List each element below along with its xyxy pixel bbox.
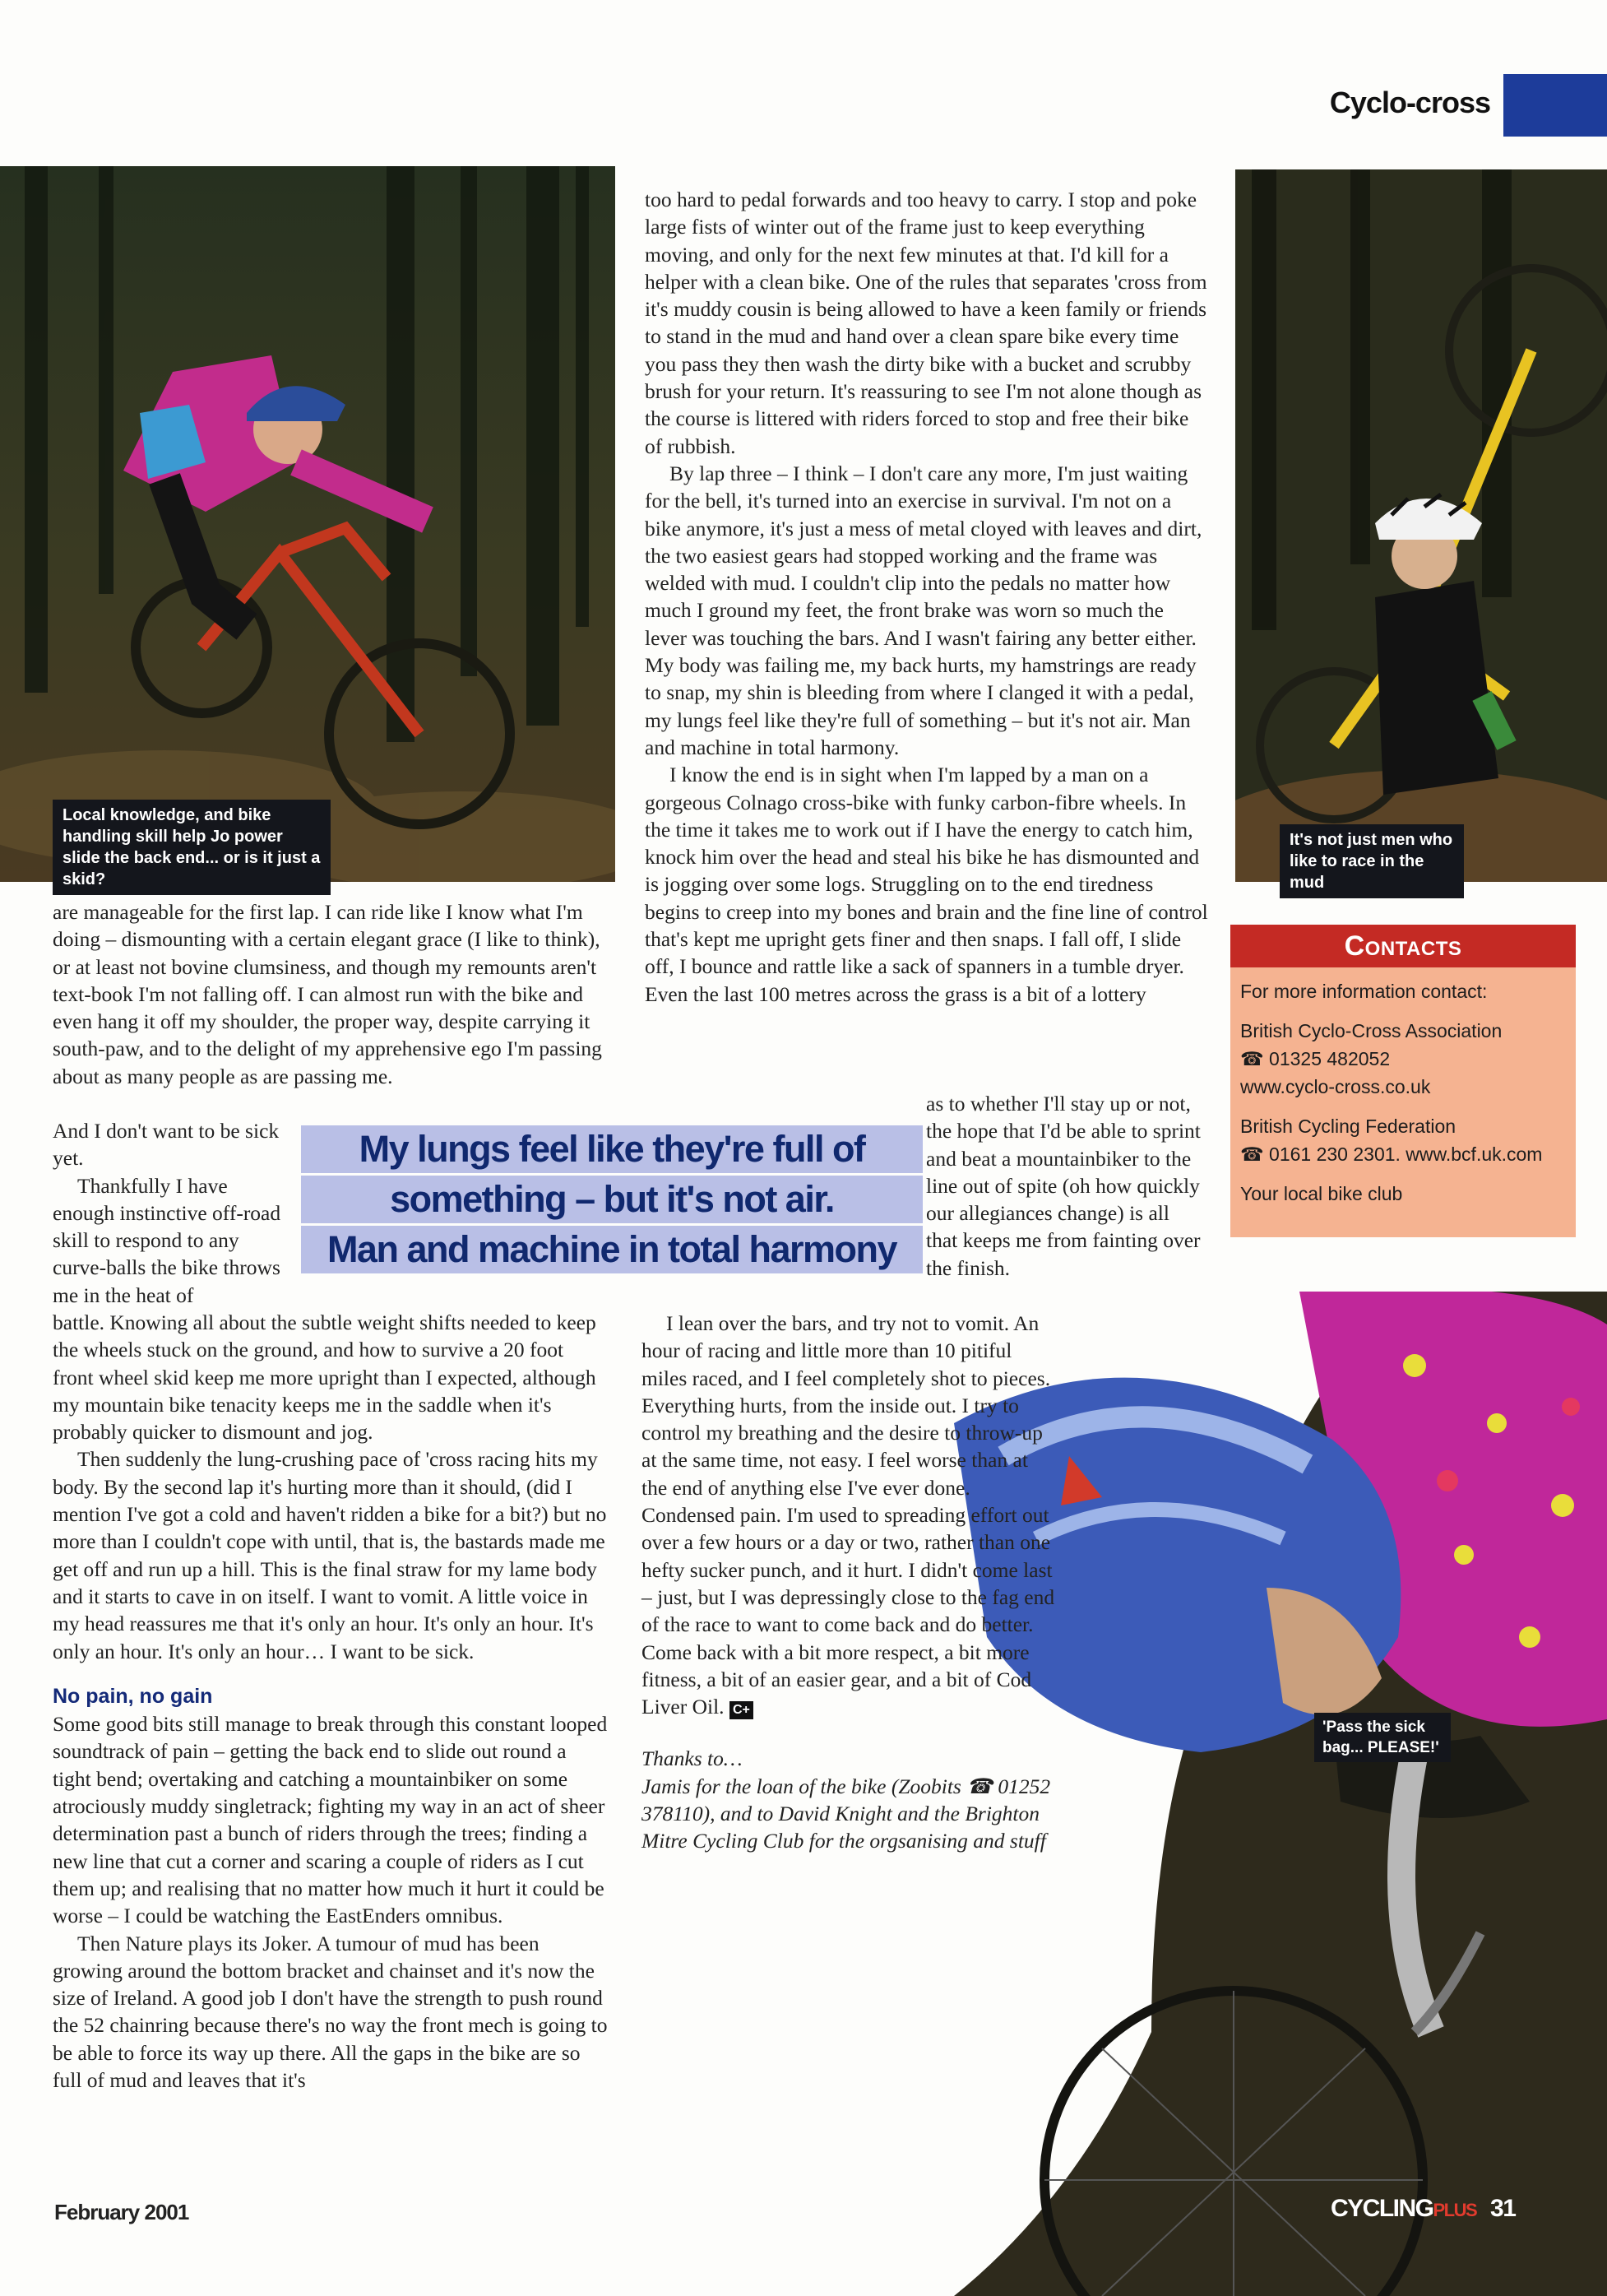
article-paragraph: battle. Knowing all about the subtle weight shifts needed to keep the wheels stuck on the ground, and how to survive a 20 foot front wheel skid keep me more upright than I expected, although my mountain bike tenacity keeps me in the saddle when it's probably quicker to dismount and jog. xyxy=(53,1310,596,1445)
article-column-2-top xyxy=(645,186,1209,1008)
issue-date: February 2001 xyxy=(54,2200,189,2224)
contact-phone: ☎ 01325 482052 xyxy=(1240,1048,1391,1069)
contacts-intro: For more information contact: xyxy=(1240,981,1488,1002)
article-paragraph: too hard to pedal forwards and too heavy to carry. I stop and poke large fists of winter out of the frame just to keep everything moving, and only for the next few minutes at that. I'd kill for a helper with a clean bike. One of the rules that separates 'cross from it's muddy cousin is being allowed to have a keen family or friends to stand in the mud and hand over a clean spare bike every time you pass they then wash the dirty bike with a bucket and scrubby brush for your return. It's reassuring to see I'm not alone though as the course is littered with riders forced to stop and free their bike of rubbish. xyxy=(645,188,1207,458)
article-paragraph: Then Nature plays its Joker. A tumour of mud has been growing around the bottom bracket and chainset and it's now the size of Ireland. A good job I don't have the strength to push round the 52 chainring because there's no way the front mech is going to be able to force its way up there. All the gaps in the bike are so full of mud and leaves that it's xyxy=(53,1931,608,2093)
contact-entry xyxy=(1240,1180,1566,1208)
article-paragraph: are manageable for the first lap. I can ride like I know what I'm doing – dismounting with a certain elegant grace (I like to think), or at least not bovine clumsiness, and though my remounts aren't text-book I'm not falling off. I can almost run with the bike and even hang it off my shoulder, the proper way, despite carrying it south-paw, and to the delight of my apprehensive ego I'm passing about as many people as are passing me. xyxy=(53,900,602,1088)
article-paragraph: Thankfully I have enough instinctive off-road skill to respond to any curve-balls the bike throws me in the heat of xyxy=(53,1173,281,1307)
contact-name: British Cyclo-Cross Association xyxy=(1240,1020,1503,1041)
photo-caption-1: Local knowledge, and bike handling skill help Jo power slide the back end... or is it just a skid? xyxy=(53,800,331,895)
pull-quote-line: Man and machine in total harmony xyxy=(301,1226,923,1273)
article-column-1-bottom xyxy=(53,1309,609,2094)
article-column-2-bottom xyxy=(641,1310,1058,1855)
photo-caption-3: 'Pass the sick bag... PLEASE!' xyxy=(1314,1713,1451,1762)
magazine-logo xyxy=(1331,2195,1515,2223)
end-mark-icon: C+ xyxy=(729,1701,753,1719)
contact-name: Your local bike club xyxy=(1240,1183,1403,1204)
contacts-header xyxy=(1230,925,1576,967)
magazine-suffix: PLUS xyxy=(1433,2200,1477,2220)
article-paragraph: By lap three – I think – I don't care any more, I'm just waiting for the bell, it's turned into an exercise in survival. I'm not on a bike anymore, it's just a mess of metal cloyed with leaves and dirt, the two easiest gears had stopped working and the frame was welded with mud. I couldn't clip into the pedals no matter how much I ground my feet, the front brake was worn so much the lever was touching the bars. And I wasn't fairing any better either. My body was failing me, my back hurts, my hamstrings are ready to snap, my shin is bleeding from where I clanged it with a pedal, my lungs feel like they're full of something – but it's not air. Man and machine in total harmony. xyxy=(645,461,1202,759)
contact-entry xyxy=(1240,1112,1566,1168)
page-number: 31 xyxy=(1490,2195,1516,2222)
contact-phone: ☎ 0161 230 2301. www.bcf.uk.com xyxy=(1240,1143,1543,1165)
article-column-1-top xyxy=(53,898,609,1090)
pull-quote-line: My lungs feel like they're full of xyxy=(301,1125,923,1173)
article-paragraph: I know the end is in sight when I'm lapped by a man on a gorgeous Colnago cross-bike with funky carbon-fibre wheels. In the time it takes me to work out if I have the energy to catch him, knock him over the head and steal his bike he has dismounted and is jogging over some logs. Struggling on to the end tiredness begins to creep into my bones and brain and the fine line of control that's kept me upright gets finer and then snaps. I fall off, I slide off, I bounce and rattle like a sack of spanners in a tumble dryer. Even the last 100 metres across the grass is a bit of a lottery xyxy=(645,763,1208,1006)
article-paragraph: Then suddenly the lung-crushing pace of 'cross racing hits my body. By the second lap it's hurting more than it should, (did I mention I've got a cold and haven't ridden a bike for a bit?) but no more than I couldn't cope with until, that is, the bastards made me get off and run up a hill. This is the final straw for my lame body and it starts to cave in on itself. I want to vomit. A little voice in my head reassures me that it's only an hour. It's only an hour. It's only an hour. It's only an hour… I want to be sick. xyxy=(53,1447,607,1663)
pull-quote-line: something – but it's not air. xyxy=(301,1176,923,1223)
article-paragraph: And I don't want to be sick yet. xyxy=(53,1119,280,1171)
photo-rider-forest xyxy=(0,166,615,882)
subhead: No pain, no gain xyxy=(53,1684,213,1708)
contact-web: www.cyclo-cross.co.uk xyxy=(1240,1076,1431,1097)
photo-caption-2: It's not just men who like to race in the mud xyxy=(1280,824,1464,898)
article-paragraph-text: I lean over the bars, and try not to vomit. An hour of racing and little more than 10 pitiful miles raced, and I feel completely shot to pieces. Everything hurts, from the inside out. I try to control my breathing and the desire to throw-up at the same time, not easy. I feel worse than at the end of anything else I've ever done. Condensed pain. I'm used to spreading effort out over a few hours or a day or two, rather than one hefty sucker punch, and it hurt. I didn't come last – just, but I was depressingly close to the fag end of the race to want to come back and do better. Come back with a bit more respect, a bit more fitness, a bit of an easier gear, and a bit of Cod Liver Oil. xyxy=(641,1311,1055,1719)
article-column-1-wrap xyxy=(53,1117,288,1309)
section-title: Cyclo-cross xyxy=(1329,86,1490,119)
article-paragraph: as to whether I'll stay up or not, the hope that I'd be able to sprint and beat a mountainbiker to the line out of spite (oh how quickly our allegiances change) is all that keeps me from fainting over the finish. xyxy=(926,1092,1201,1280)
magazine-name: CYCLING xyxy=(1331,2195,1433,2222)
contact-entry xyxy=(1240,1017,1566,1101)
contacts-title: Contacts xyxy=(1344,930,1462,962)
article-paragraph: Some good bits still manage to break through this constant looped soundtrack of pain – getting the back end to slide out round a tight bend; overtaking and catching a mountainbiker on some atrociously muddy singletrack; fighting my way in an act of sheer determination past a bunch of riders through the trees; finding a new line that cut a corner and scaring a couple of riders as I cut them up; and realising that no matter how much it hurt it could be worse – I could be watching the EastEnders omnibus. xyxy=(53,1712,608,1928)
photo-woman-carrying-bike xyxy=(1235,169,1607,882)
pull-quote xyxy=(301,1125,923,1273)
section-accent-bar xyxy=(1503,74,1607,137)
article-paragraph xyxy=(641,1310,1058,1720)
thanks-title: Thanks to… xyxy=(641,1746,743,1771)
article-column-2-wrap xyxy=(926,1090,1206,1282)
contact-name: British Cycling Federation xyxy=(1240,1116,1456,1137)
thanks-body: Jamis for the loan of the bike (Zoobits ☎ 01252 378110), and to David Knight and the Brighton Mitre Cycling Club for the orgsanising and stuff xyxy=(641,1774,1051,1853)
contacts-box xyxy=(1230,925,1576,1237)
